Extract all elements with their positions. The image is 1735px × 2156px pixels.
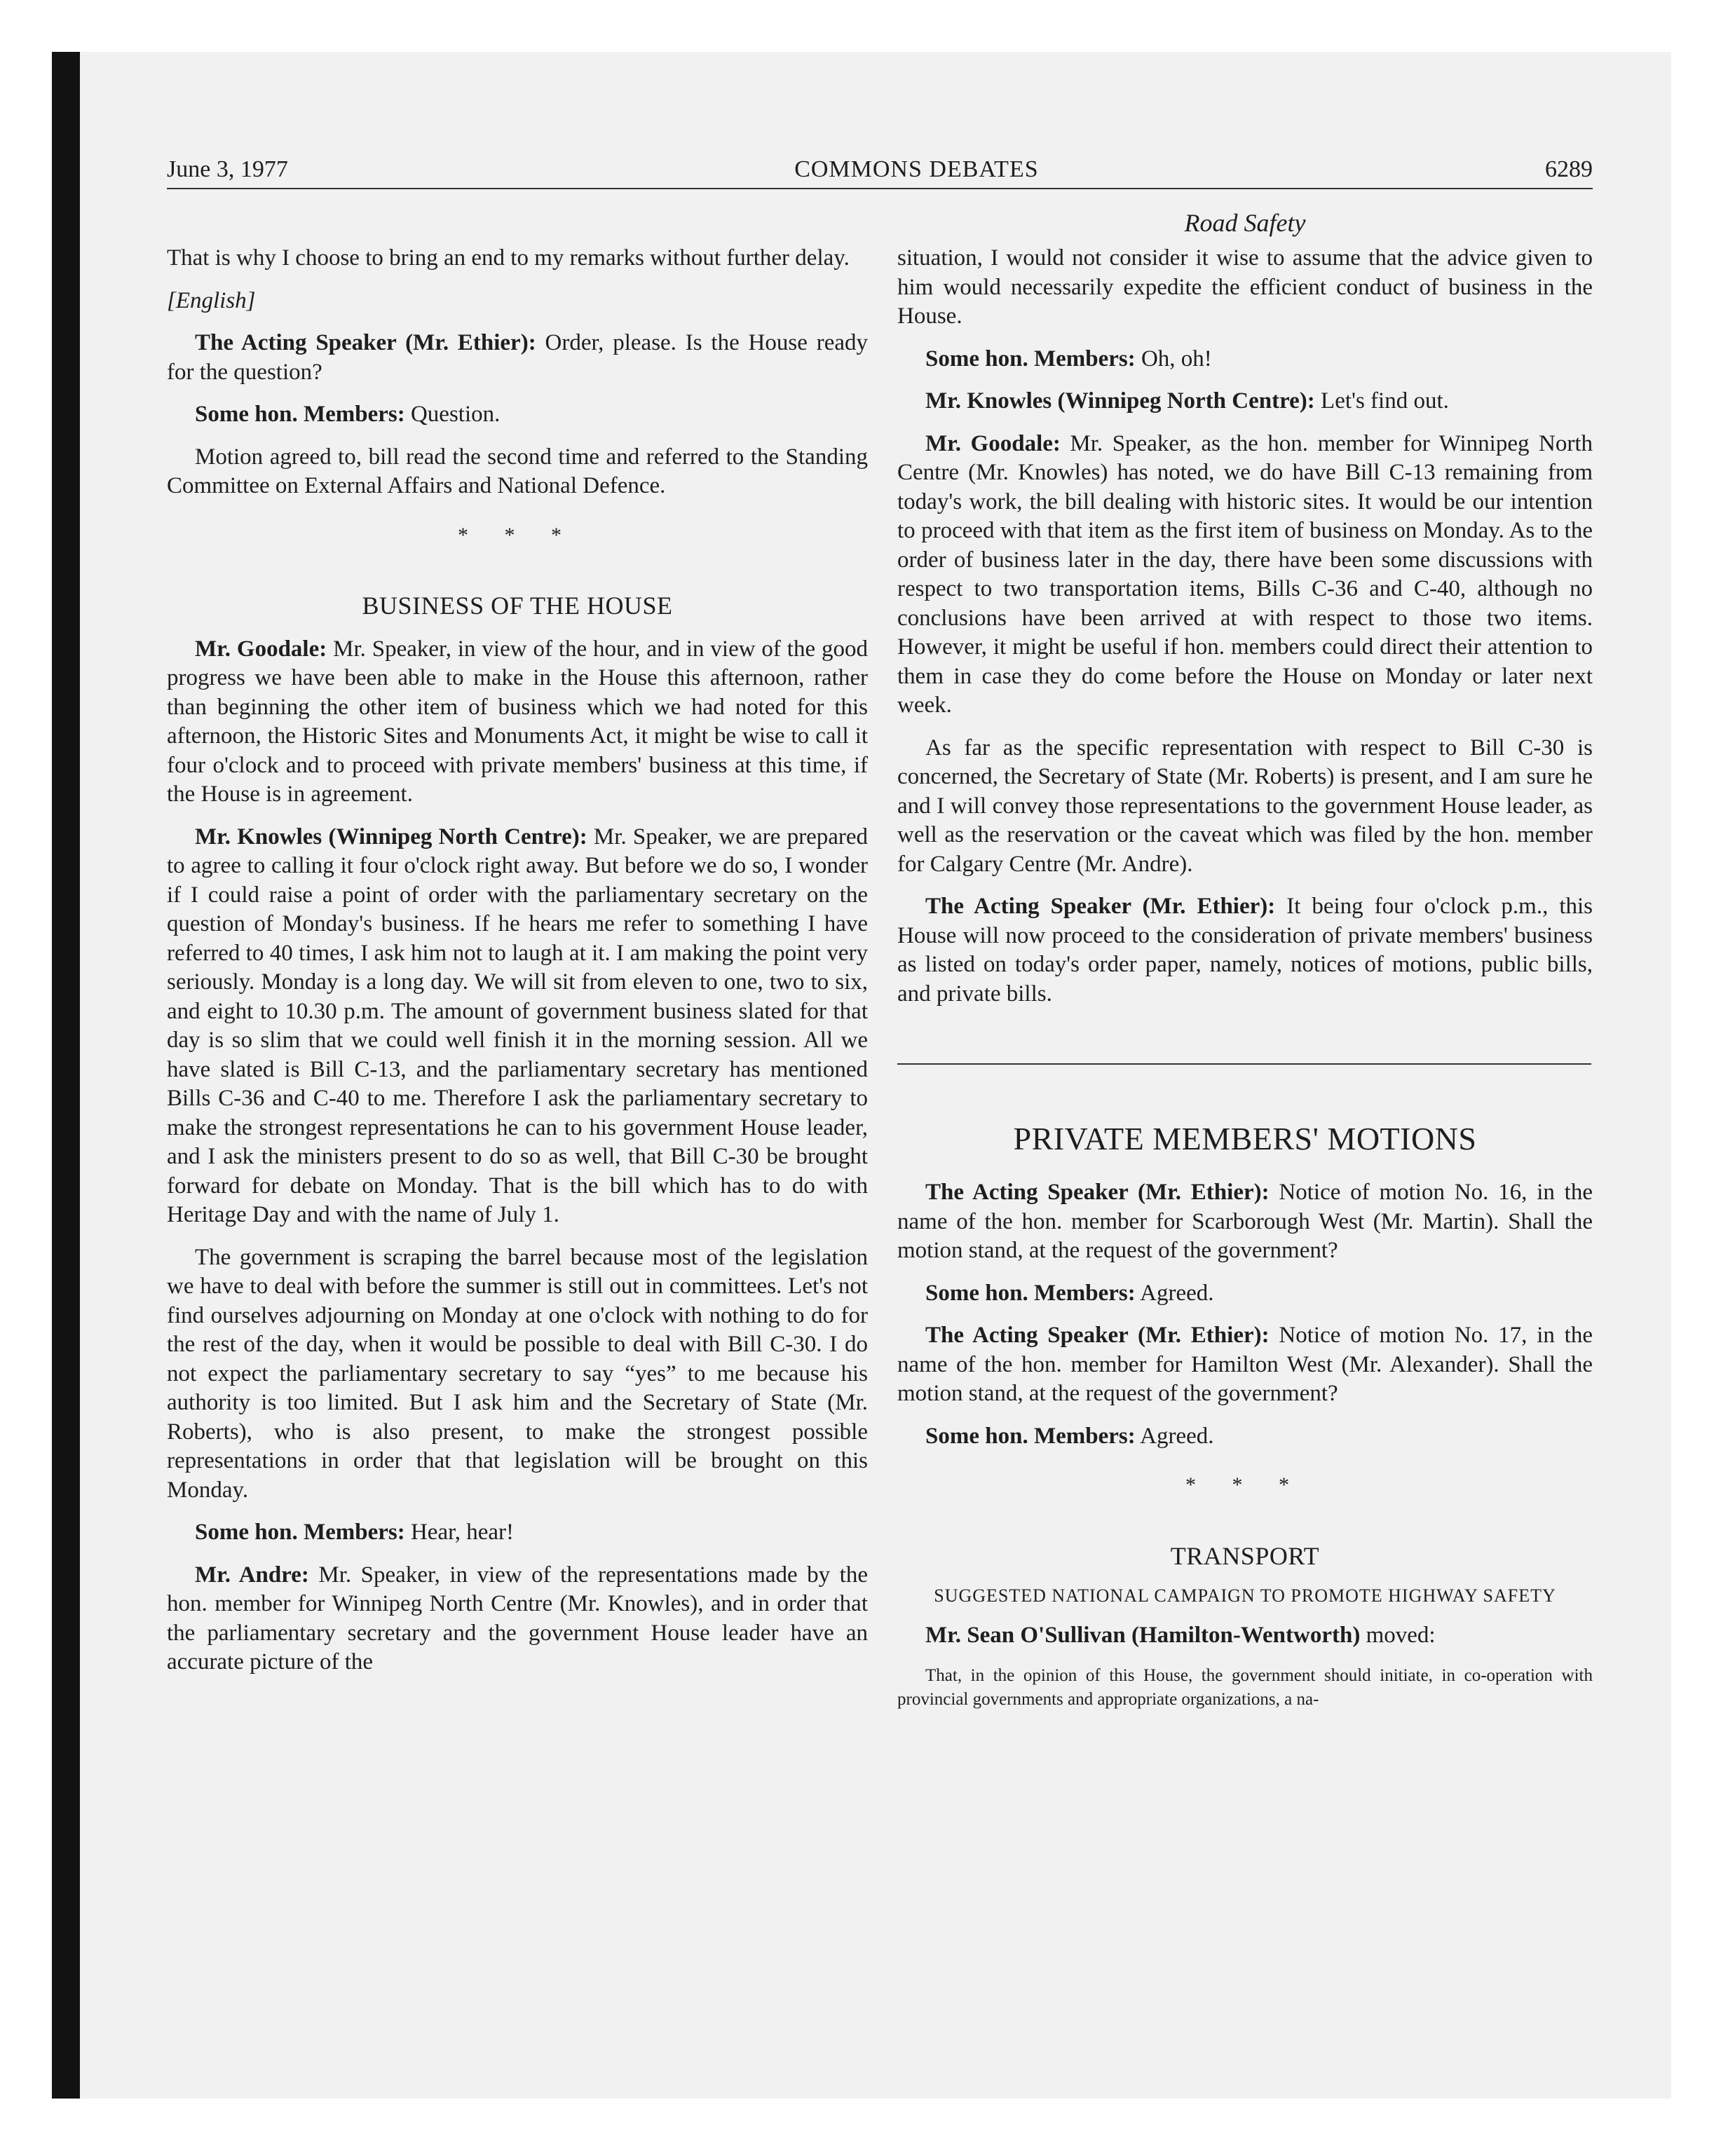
- speech-text: It being four o'clock p.m., this House will now proceed to the consideration of private members' business as listed on today's order paper, namely, notices of motions, public bills, and private bills.: [897, 894, 1593, 1007]
- speaker-name: Mr. Knowles (Winnipeg North Centre):: [925, 388, 1315, 414]
- speaker-name: Mr. Sean O'Sullivan (Hamilton-Wentworth): [925, 1623, 1361, 1648]
- speech-paragraph: [167, 1518, 868, 1548]
- speech-text: Mr. Speaker, we are prepared to agree to calling it four o'clock right away. But before we do so, I wonder if I could raise a point of order with the parliamentary secretary on the question of Monday's business. If he hears me refer to something I have referred to 40 times, I ask him not to laugh at it. I am making the point very seriously. Monday is a long day. We will sit from eleven to one, two to six, and eight to 10.30 p.m. The amount of government business slated for that day is so slim that we could well finish it in the morning session. All we have slated is Bill C-13, and the parliamentary secretary has mentioned Bills C-36 and C-40 to me. Therefore I ask the parliamentary secretary to make the strongest representations he can to his government House leader, and I ask the ministers present to do so as well, that Bill C-30 be brought forward for debate on Monday. That is the bill which has to do with Heritage Day and with the name of July 1.: [167, 824, 869, 1227]
- speaker-name: The Acting Speaker (Mr. Ethier):: [195, 330, 536, 355]
- page-header: [167, 156, 1593, 189]
- paragraph: As far as the specific representation with respect to Bill C-30 is concerned, the Secretary of State (Mr. Roberts) is present, and I am sure he and I will convey those representations to the government House leader, as well as the reservation or the caveat which was filed by the hon. member for Calgary Centre (Mr. Andre).: [897, 735, 1593, 877]
- speaker-name: The Acting Speaker (Mr. Ethier):: [925, 1180, 1270, 1205]
- binding-edge: [52, 52, 80, 2099]
- horizontal-rule: [897, 1063, 1591, 1065]
- section-heading: TRANSPORT: [1170, 1541, 1320, 1570]
- speech-text: Mr. Speaker, as the hon. member for Winnipeg North Centre (Mr. Knowles) has noted, we do have Bill C-13 remaining from today's work, the bill dealing with historic sites. It would be our intention to proceed with that item as the first item of business on Monday. As to the order of business later in the day, there have been some discussions with respect to two transportation items, Bills C-36 and C-40, although no conclusions have been arrived at with respect to those two items. However, it might be useful if hon. members could direct their attention to them in case they do come before the House on Monday or later next week.: [897, 430, 1593, 718]
- speaker-name: Mr. Andre:: [195, 1562, 309, 1588]
- speaker-name: Some hon. Members:: [195, 402, 405, 427]
- speech-paragraph: [167, 400, 868, 430]
- subsection-heading: SUGGESTED NATIONAL CAMPAIGN TO PROMOTE HIGHWAY SAFETY: [934, 1585, 1556, 1606]
- paragraph: That is why I choose to bring an end to my remarks without further delay.: [167, 245, 850, 271]
- speaker-name: The Acting Speaker (Mr. Ethier):: [925, 894, 1276, 919]
- header-date: June 3, 1977: [167, 156, 288, 182]
- speech-text: Mr. Speaker, in view of the representations made by the hon. member for Winnipeg North Centre (Mr. Knowles), and in order that the parliamentary secretary and the government House leader have an accurate picture of the: [167, 1562, 868, 1674]
- speech-text: Question.: [404, 402, 501, 427]
- speaker-name: Some hon. Members:: [195, 1520, 405, 1545]
- header-title: COMMONS DEBATES: [794, 156, 1039, 182]
- paragraph: The government is scraping the barrel because most of the legislation we have to deal with before the summer is still out in committees. Let's not find ourselves adjourning on Monday at one o'clock with nothing to do for the rest of the day, when it would be possible to deal with Bill C-30. I do not expect the parliamentary secretary to say “yes” to me because his authority is too limited. But I ask him and the Secretary of State (Mr. Roberts), who is also present, to make the strongest possible representations in order that that legislation will be brought on this Monday.: [167, 1244, 868, 1503]
- speech-paragraph: [897, 1279, 1593, 1309]
- speech-text: Oh, oh!: [1135, 346, 1212, 371]
- speech-text: Let's find out.: [1314, 388, 1449, 414]
- speaker-name: Mr. Knowles (Winnipeg North Centre):: [195, 824, 587, 850]
- speech-paragraph: [897, 1621, 1593, 1651]
- speaker-name: Some hon. Members:: [925, 346, 1136, 371]
- speaker-name: The Acting Speaker (Mr. Ethier):: [925, 1323, 1270, 1348]
- section-heading: BUSINESS OF THE HOUSE: [362, 592, 673, 620]
- section-separator: * * *: [458, 523, 577, 547]
- speech-paragraph: [897, 387, 1593, 416]
- speech-text: Notice of motion No. 16, in the name of the hon. member for Scarborough West (Mr. Martin). Shall the motion stand, at the request of the government?: [897, 1180, 1593, 1263]
- speech-paragraph: [167, 329, 868, 387]
- motion-text: That, in the opinion of this House, the government should initiate, in co-operation with provincial governments and appropriate organizations, a na-: [897, 1665, 1593, 1709]
- speech-text: Agreed.: [1135, 1423, 1214, 1449]
- speech-paragraph: [167, 823, 868, 1230]
- running-title: Road Safety: [1184, 209, 1306, 237]
- language-marker: [English]: [167, 287, 256, 313]
- speech-text: Order, please. Is the House ready for the question?: [167, 330, 868, 385]
- speaker-name: Some hon. Members:: [925, 1423, 1136, 1449]
- speech-paragraph: [897, 345, 1593, 374]
- speech-paragraph: [167, 635, 868, 810]
- speaker-name: Mr. Goodale:: [925, 430, 1061, 456]
- speech-text: Mr. Speaker, in view of the hour, and in view of the good progress we have been able to make in the House this afternoon, rather than beginning the other item of business which we had noted for this afternoon, the Historic Sites and Monuments Act, it might be wise to call it four o'clock and to proceed with private members' business at this time, if the House is in agreement.: [167, 636, 869, 807]
- right-column: [897, 244, 1593, 1725]
- speech-text: Notice of motion No. 17, in the name of the hon. member for Hamilton West (Mr. Alexander). Shall the motion stand, at the request of the government?: [897, 1323, 1593, 1406]
- speech-text: Agreed.: [1135, 1280, 1214, 1306]
- speaker-name: Mr. Goodale:: [195, 636, 327, 662]
- speech-paragraph: [897, 430, 1593, 721]
- speech-paragraph: [897, 1321, 1593, 1409]
- speech-paragraph: [167, 1561, 868, 1677]
- speech-paragraph: [897, 1422, 1593, 1452]
- section-separator: * * *: [1185, 1473, 1305, 1496]
- header-page-number: 6289: [1545, 156, 1593, 182]
- paragraph: Motion agreed to, bill read the second time and referred to the Standing Committee on External Affairs and National Defence.: [167, 444, 868, 498]
- speech-paragraph: [897, 892, 1593, 1009]
- left-column: [167, 244, 868, 1691]
- paragraph: situation, I would not consider it wise to assume that the advice given to him would necessarily expedite the efficient conduct of business in the House.: [897, 245, 1593, 329]
- speech-text: moved:: [1360, 1623, 1436, 1648]
- section-heading-large: PRIVATE MEMBERS' MOTIONS: [1013, 1121, 1477, 1157]
- speech-paragraph: [897, 1178, 1593, 1266]
- speaker-name: Some hon. Members:: [925, 1280, 1136, 1306]
- speech-text: Hear, hear!: [404, 1520, 515, 1545]
